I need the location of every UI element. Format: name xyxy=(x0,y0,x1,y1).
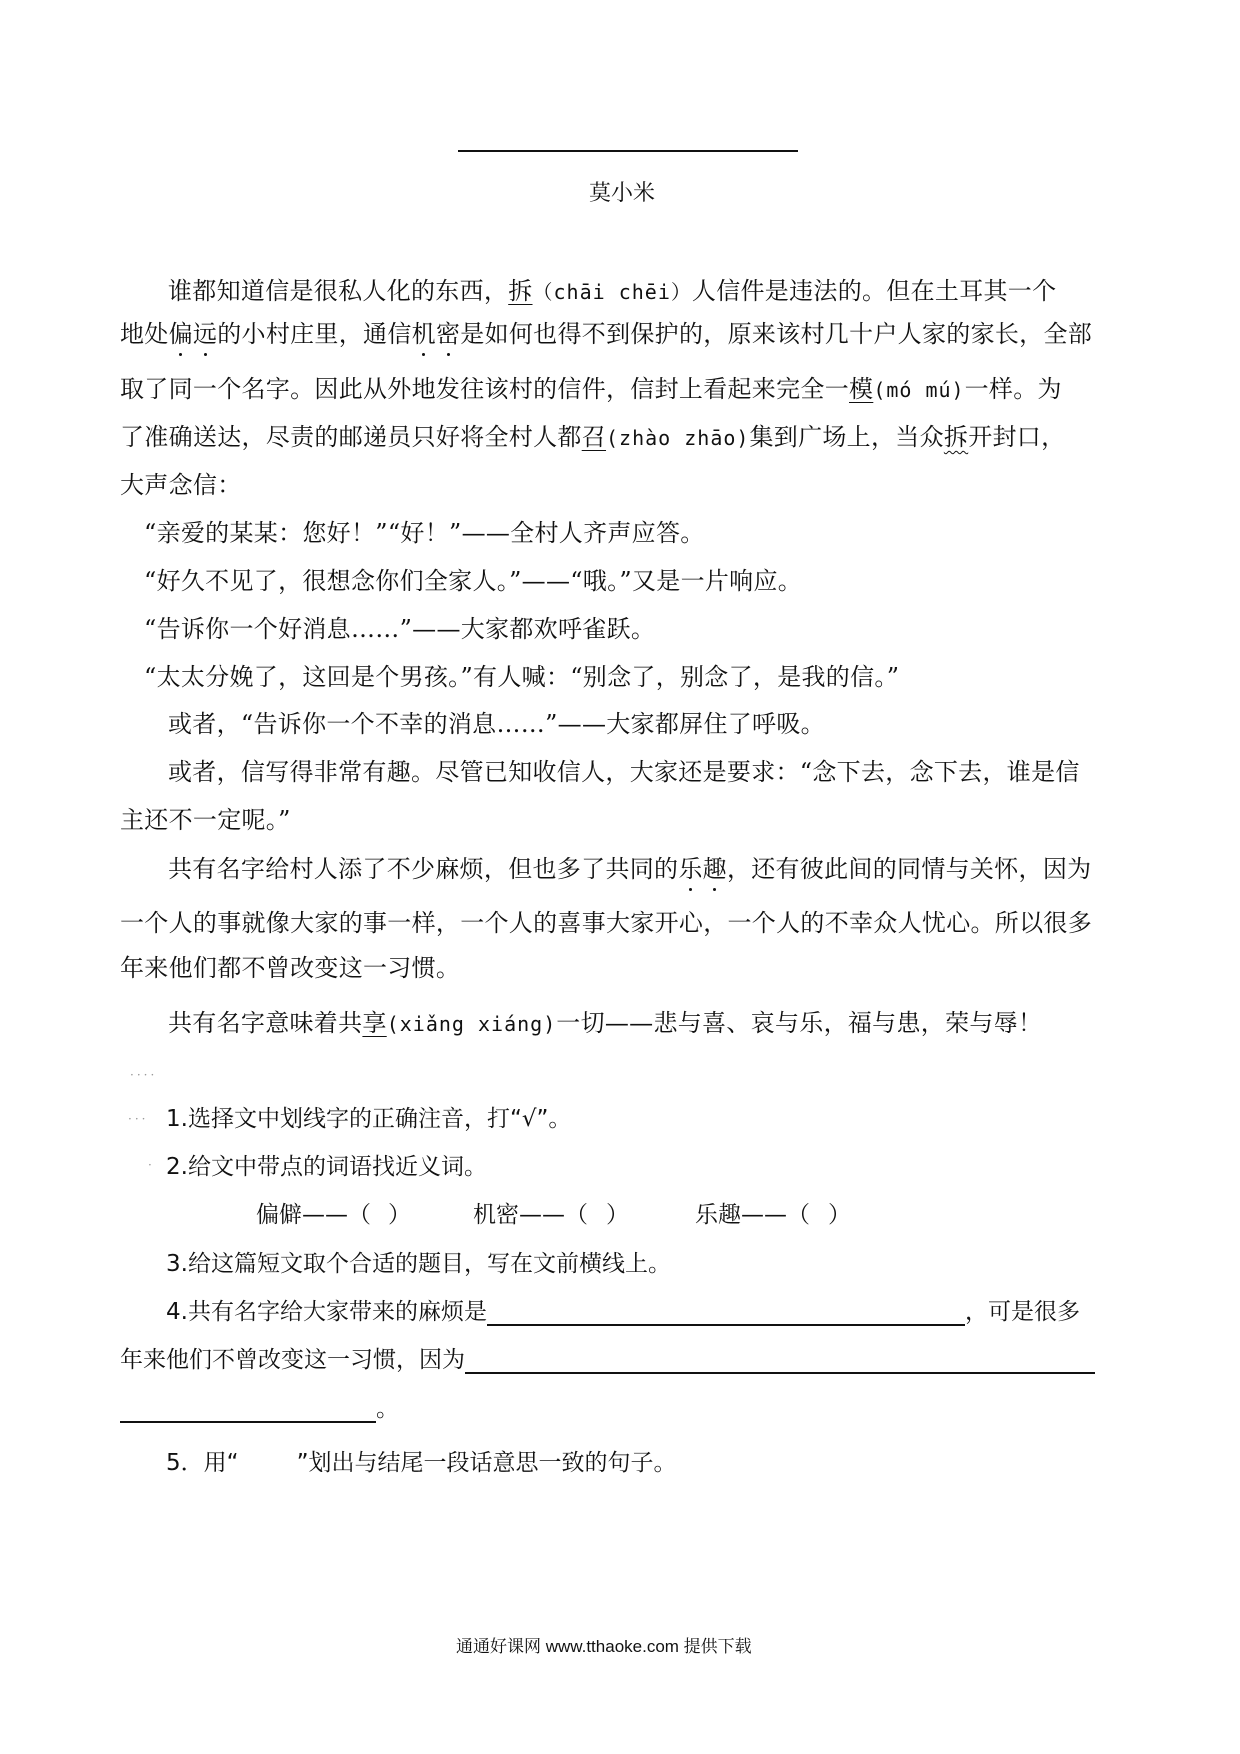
answer-blank[interactable] xyxy=(465,1344,1095,1374)
story-text: 一切——悲与喜、哀与乐，福与患，荣与辱！ xyxy=(556,1009,1043,1037)
story-line: “告诉你一个好消息……”——大家都欢呼雀跃。 xyxy=(144,615,656,643)
dotted-char: 趣 xyxy=(702,855,727,883)
story-text: ，还有彼此间的同情与关怀，因为 xyxy=(726,855,1092,883)
question-4 xyxy=(166,1293,1080,1326)
question-text: 4.共有名字给大家带来的麻烦是 xyxy=(166,1299,487,1325)
dotted-char: 远 xyxy=(192,320,218,348)
question-text: ”划出与结尾一段话意思一致的句子。 xyxy=(296,1450,677,1476)
story-text: 地处 xyxy=(120,320,169,348)
story-text: 共有名字意味着共 xyxy=(168,1009,363,1037)
dotted-char: 乐 xyxy=(678,855,703,883)
question-3: 3.给这篇短文取个合适的题目，写在文前横线上。 xyxy=(166,1251,671,1277)
scan-dots: ···· xyxy=(130,1068,158,1082)
story-line xyxy=(168,1010,1042,1037)
story-text: 的小村庄里，通信 xyxy=(217,320,412,348)
story-text: 集到广场上，当众 xyxy=(749,423,944,451)
story-line: “太太分娩了，这回是个男孩。”有人喊：“别念了，别念了，是我的信。” xyxy=(144,663,900,691)
question-text: 。 xyxy=(376,1396,399,1422)
question-5 xyxy=(166,1444,676,1477)
synonym-item: 偏僻——（ xyxy=(256,1202,371,1228)
answer-blank[interactable] xyxy=(487,1296,965,1326)
story-text: 开封口， xyxy=(968,423,1066,451)
answer-blank[interactable] xyxy=(120,1393,376,1423)
dotted-char: 机 xyxy=(411,320,436,348)
story-text: 人信件是违法的。但在土耳其一个 xyxy=(691,277,1057,305)
author-name: 莫小米 xyxy=(589,181,656,206)
story-line xyxy=(120,424,1065,451)
synonym-item: 乐趣——（ xyxy=(695,1202,810,1228)
question-2: 2.给文中带点的词语找近义词。 xyxy=(166,1154,487,1180)
pinyin-options: (mó mú) xyxy=(873,378,965,402)
pinyin-options: （chāi chēi） xyxy=(532,280,692,304)
story-line: 主还不一定呢。” xyxy=(120,806,291,834)
story-line: 一个人的事就像大家的事一样，一个人的喜事大家开心，一个人的不幸众人忧心。所以很多 xyxy=(120,909,1092,937)
dotted-char: 密 xyxy=(435,320,461,348)
story-line xyxy=(168,278,1056,305)
synonym-blank-close[interactable]: ） xyxy=(388,1202,411,1228)
question-text: 年来他们不曾改变这一习惯，因为 xyxy=(120,1347,465,1373)
question-4-end xyxy=(120,1390,399,1423)
synonym-item: 机密——（ xyxy=(473,1202,588,1228)
story-line xyxy=(120,376,1062,403)
underlined-char: 拆 xyxy=(508,277,533,305)
story-text: 取了同一个名字。因此从外地发往该村的信件，信封上看起来完全一 xyxy=(120,375,849,403)
story-line: 或者，信写得非常有趣。尽管已知收信人，大家还是要求：“念下去，念下去，谁是信 xyxy=(168,758,1080,786)
story-text: 谁都知道信是很私人化的东西， xyxy=(168,277,509,305)
dotted-char: 偏 xyxy=(168,320,193,348)
footer-credit: 通通好课网 www.tthaoke.com 提供下载 xyxy=(456,1637,752,1656)
pinyin-options: (xiǎng xiáng) xyxy=(386,1012,557,1036)
story-line xyxy=(168,856,1091,882)
story-line: 大声念信： xyxy=(120,471,242,499)
title-blank-line xyxy=(458,150,798,152)
question-text: ，可是很多 xyxy=(964,1299,1080,1325)
story-text: 了准确送达，尽责的邮递员只好将全村人都 xyxy=(120,423,582,451)
synonym-blank-close[interactable]: ） xyxy=(828,1202,851,1228)
wavy-underlined-char: 拆 xyxy=(943,423,969,451)
underlined-char: 召 xyxy=(581,423,607,451)
story-line: “亲爱的某某：您好！”“好！”——全村人齐声应答。 xyxy=(144,519,705,547)
underlined-char: 模 xyxy=(849,375,874,403)
story-text: 共有名字给村人添了不少麻烦，但也多了共同的 xyxy=(168,855,679,883)
story-line: 或者，“告诉你一个不幸的消息……”——大家都屏住了呼吸。 xyxy=(168,710,825,738)
pinyin-options: (zhào zhāo) xyxy=(606,426,750,450)
underlined-char: 享 xyxy=(362,1009,387,1037)
story-line: 年来他们都不曾改变这一习惯。 xyxy=(120,954,461,982)
question-4-cont xyxy=(120,1341,1095,1374)
question-text: 5．用“ xyxy=(166,1450,239,1476)
scan-dots: · xyxy=(148,1158,155,1172)
story-line: “好久不见了，很想念你们全家人。”——“哦。”又是一片响应。 xyxy=(144,567,803,595)
synonym-blank-close[interactable]: ） xyxy=(606,1202,629,1228)
scan-dots: ··· xyxy=(128,1112,149,1126)
story-text: 一样。为 xyxy=(964,375,1062,403)
question-1: 1.选择文中划线字的正确注音，打“√”。 xyxy=(166,1106,572,1132)
story-text: 是如何也得不到保护的，原来该村几十户人家的家长，全部 xyxy=(460,320,1093,348)
wavy-line-sample xyxy=(239,1450,297,1470)
story-line xyxy=(120,321,1092,347)
